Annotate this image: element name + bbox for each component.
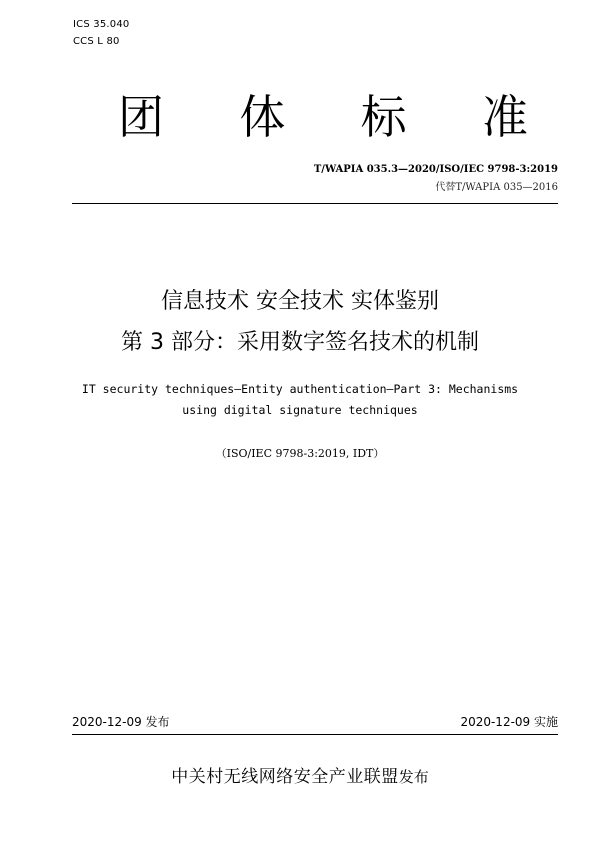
ccs-code: CCS L 80 <box>73 36 120 47</box>
publisher-org: 中关村无线网络安全产业联盟 <box>171 767 399 787</box>
publisher-suffix: 发布 <box>398 768 429 786</box>
publisher <box>0 762 600 787</box>
publish-date: 2020-12-09 发布 <box>72 715 170 729</box>
title-char-4: 准 <box>481 90 528 144</box>
bottom-divider <box>72 734 558 735</box>
document-type-title <box>118 92 528 142</box>
replaces-note: 代替T/WAPIA 035—2016 <box>435 182 558 193</box>
adoption-note: （ISO/IEC 9798-3:2019, IDT） <box>215 447 385 460</box>
title-char-1: 团 <box>118 90 164 144</box>
implement-date: 2020-12-09 实施 <box>460 715 558 729</box>
ics-code: ICS 35.040 <box>73 19 130 30</box>
title-char-3: 标 <box>360 90 407 144</box>
chinese-title-line-1: 信息技术 安全技术 实体鉴别 <box>161 289 439 314</box>
title-char-2: 体 <box>239 90 286 144</box>
standard-number: T/WAPIA 035.3—2020/ISO/IEC 9798-3:2019 <box>313 164 558 175</box>
top-divider <box>72 203 558 204</box>
english-title-line-1: IT security techniques—Entity authentication—Part 3: Mechanisms <box>81 382 519 396</box>
english-title-line-2: using digital signature techniques <box>182 403 418 417</box>
chinese-title-line-2: 第 3 部分：采用数字签名技术的机制 <box>121 330 479 355</box>
